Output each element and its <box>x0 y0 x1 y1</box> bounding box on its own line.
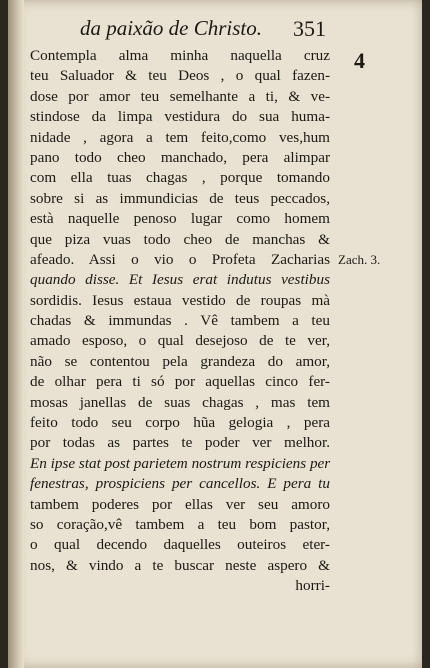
margin-reference-note: Zach. 3. <box>338 252 381 267</box>
text-line: por todas as partes te poder ver melhor. <box>30 434 330 452</box>
text-line: com ella tuas chagas , porque tomando <box>30 169 330 187</box>
margin-section-number: 4 <box>354 48 365 73</box>
running-title: da paixão de Christo. <box>80 16 262 40</box>
text-line: mosas janellas de suas chagas , mas tem <box>30 393 330 411</box>
text-line: feito todo seu corpo hũa gelogia , pera <box>30 414 330 432</box>
text-line: sordidis. Iesus estaua vestido de roupas mà <box>30 291 330 309</box>
text-line: està naquelle penoso lugar como homem <box>30 210 330 228</box>
text-line: afeado. Assi o vio o Profeta Zacharias <box>30 250 330 268</box>
text-line: sobre si as immundicias de teus peccados, <box>30 189 330 207</box>
text-line: dose por amor teu semelhante a ti, & ve- <box>30 87 330 105</box>
text-line: de olhar pera ti só por aquellas cinco fer- <box>30 373 330 391</box>
text-line: teu Saluador & teu Deos , o qual fazen- <box>30 67 330 85</box>
page-header <box>8 14 422 44</box>
text-line: chadas & immundas . Vê tambem a teu <box>30 312 330 330</box>
text-line: pano todo cheo manchado, pera alimpar <box>30 148 330 166</box>
text-line: o qual decendo daquelles outeiros eter- <box>30 536 330 554</box>
body-text <box>30 46 330 597</box>
page-gutter-shadow <box>8 0 24 668</box>
text-line: amado esposo, o qual desejoso de te ver, <box>30 332 330 350</box>
catchword: horri- <box>295 577 330 595</box>
text-line: stindose da limpa vestidura do sua huma- <box>30 108 330 126</box>
text-line-latin: fenestras, prospiciens per cancellos. E pera tu <box>30 475 330 493</box>
text-line: Contempla alma minha naquella cruz <box>30 47 330 64</box>
text-line: que piza vuas todo cheo de manchas & <box>30 230 330 248</box>
text-line: nidade , agora a tem feito,como ves,hum <box>30 128 330 146</box>
text-line-latin: En ipse stat post parietem nostrum respiciens per <box>30 454 331 472</box>
book-page <box>8 0 422 668</box>
text-line: nos, & vindo a te buscar neste aspero & <box>30 556 330 574</box>
text-line-latin: quando disse. Et Iesus erat indutus vestibus <box>30 271 330 289</box>
text-line: não se contentou pela grandeza do amor, <box>30 352 330 370</box>
text-line: tambem poderes por ellas ver seu amoro <box>30 495 330 513</box>
page-number: 351 <box>293 16 326 41</box>
text-line: so coração,vê tambem a teu bom pastor, <box>30 515 330 533</box>
